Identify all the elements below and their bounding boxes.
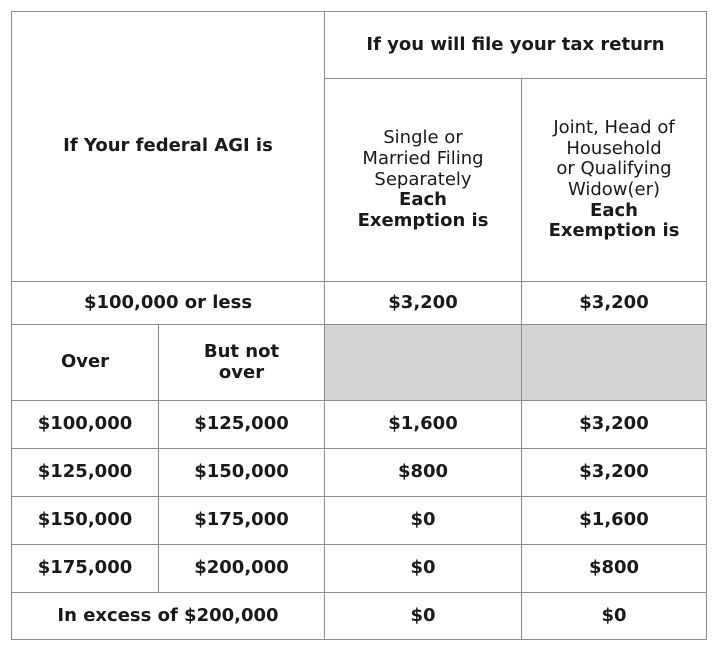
first-row-single: $3,200: [325, 282, 522, 325]
table-row: [12, 449, 707, 497]
row-not-over: $200,000: [159, 545, 325, 593]
single-header-bold-line-1: Each: [399, 189, 447, 211]
row-not-over: $150,000: [159, 449, 325, 497]
single-header-bold-line-2: Exemption is: [357, 210, 489, 232]
first-row: [12, 282, 707, 325]
over-header-label: Over: [60, 351, 110, 373]
row-over: $100,000: [12, 401, 159, 449]
but-not-over-line-2: over: [218, 361, 265, 383]
row-joint: $3,200: [522, 401, 707, 449]
row-not-over: $175,000: [159, 497, 325, 545]
last-row-joint: $0: [522, 593, 707, 640]
row-single: $0: [325, 545, 522, 593]
row-over: $125,000: [12, 449, 159, 497]
joint-header-bold-line-1: Each: [590, 199, 638, 221]
over-header-cell: [12, 325, 159, 401]
single-header-line-2: Married Filing: [362, 147, 484, 169]
exemption-table: [11, 11, 707, 640]
row-single: $1,600: [325, 401, 522, 449]
table-row: [12, 401, 707, 449]
row-single: $0: [325, 497, 522, 545]
row-not-over: $125,000: [159, 401, 325, 449]
last-row-single: $0: [325, 593, 522, 640]
last-row: [12, 593, 707, 640]
agi-header-label: If Your federal AGI is: [63, 135, 273, 157]
shaded-cell-single: [325, 325, 522, 401]
but-not-over-line-1: But not: [203, 340, 280, 362]
last-row-agi: In excess of $200,000: [12, 593, 325, 640]
first-row-joint: $3,200: [522, 282, 707, 325]
row-joint: $1,600: [522, 497, 707, 545]
joint-header-line-1: Joint, Head of: [553, 116, 675, 138]
but-not-over-header-cell: [159, 325, 325, 401]
single-header-cell: [325, 79, 522, 282]
joint-header-line-2: Household: [566, 137, 662, 159]
row-joint: $800: [522, 545, 707, 593]
table-row: [12, 545, 707, 593]
row-single: $800: [325, 449, 522, 497]
row-joint: $3,200: [522, 449, 707, 497]
row-over: $175,000: [12, 545, 159, 593]
joint-header-cell: [522, 79, 707, 282]
subheader-row: [12, 325, 707, 401]
first-row-agi: $100,000 or less: [12, 282, 325, 325]
file-return-header-cell: [325, 12, 707, 79]
file-return-header-label: If you will file your tax return: [366, 33, 665, 55]
header-row-1: [12, 12, 707, 79]
joint-header-line-4: Widow(er): [567, 179, 661, 200]
joint-header-line-3: or Qualifying: [556, 158, 672, 180]
single-header-line-3: Separately: [374, 168, 472, 190]
table-row: [12, 497, 707, 545]
row-over: $150,000: [12, 497, 159, 545]
shaded-cell-joint: [522, 325, 707, 401]
single-header-line-1: Single or: [383, 127, 463, 149]
agi-header-cell: [12, 12, 325, 282]
joint-header-bold-line-2: Exemption is: [548, 220, 680, 242]
